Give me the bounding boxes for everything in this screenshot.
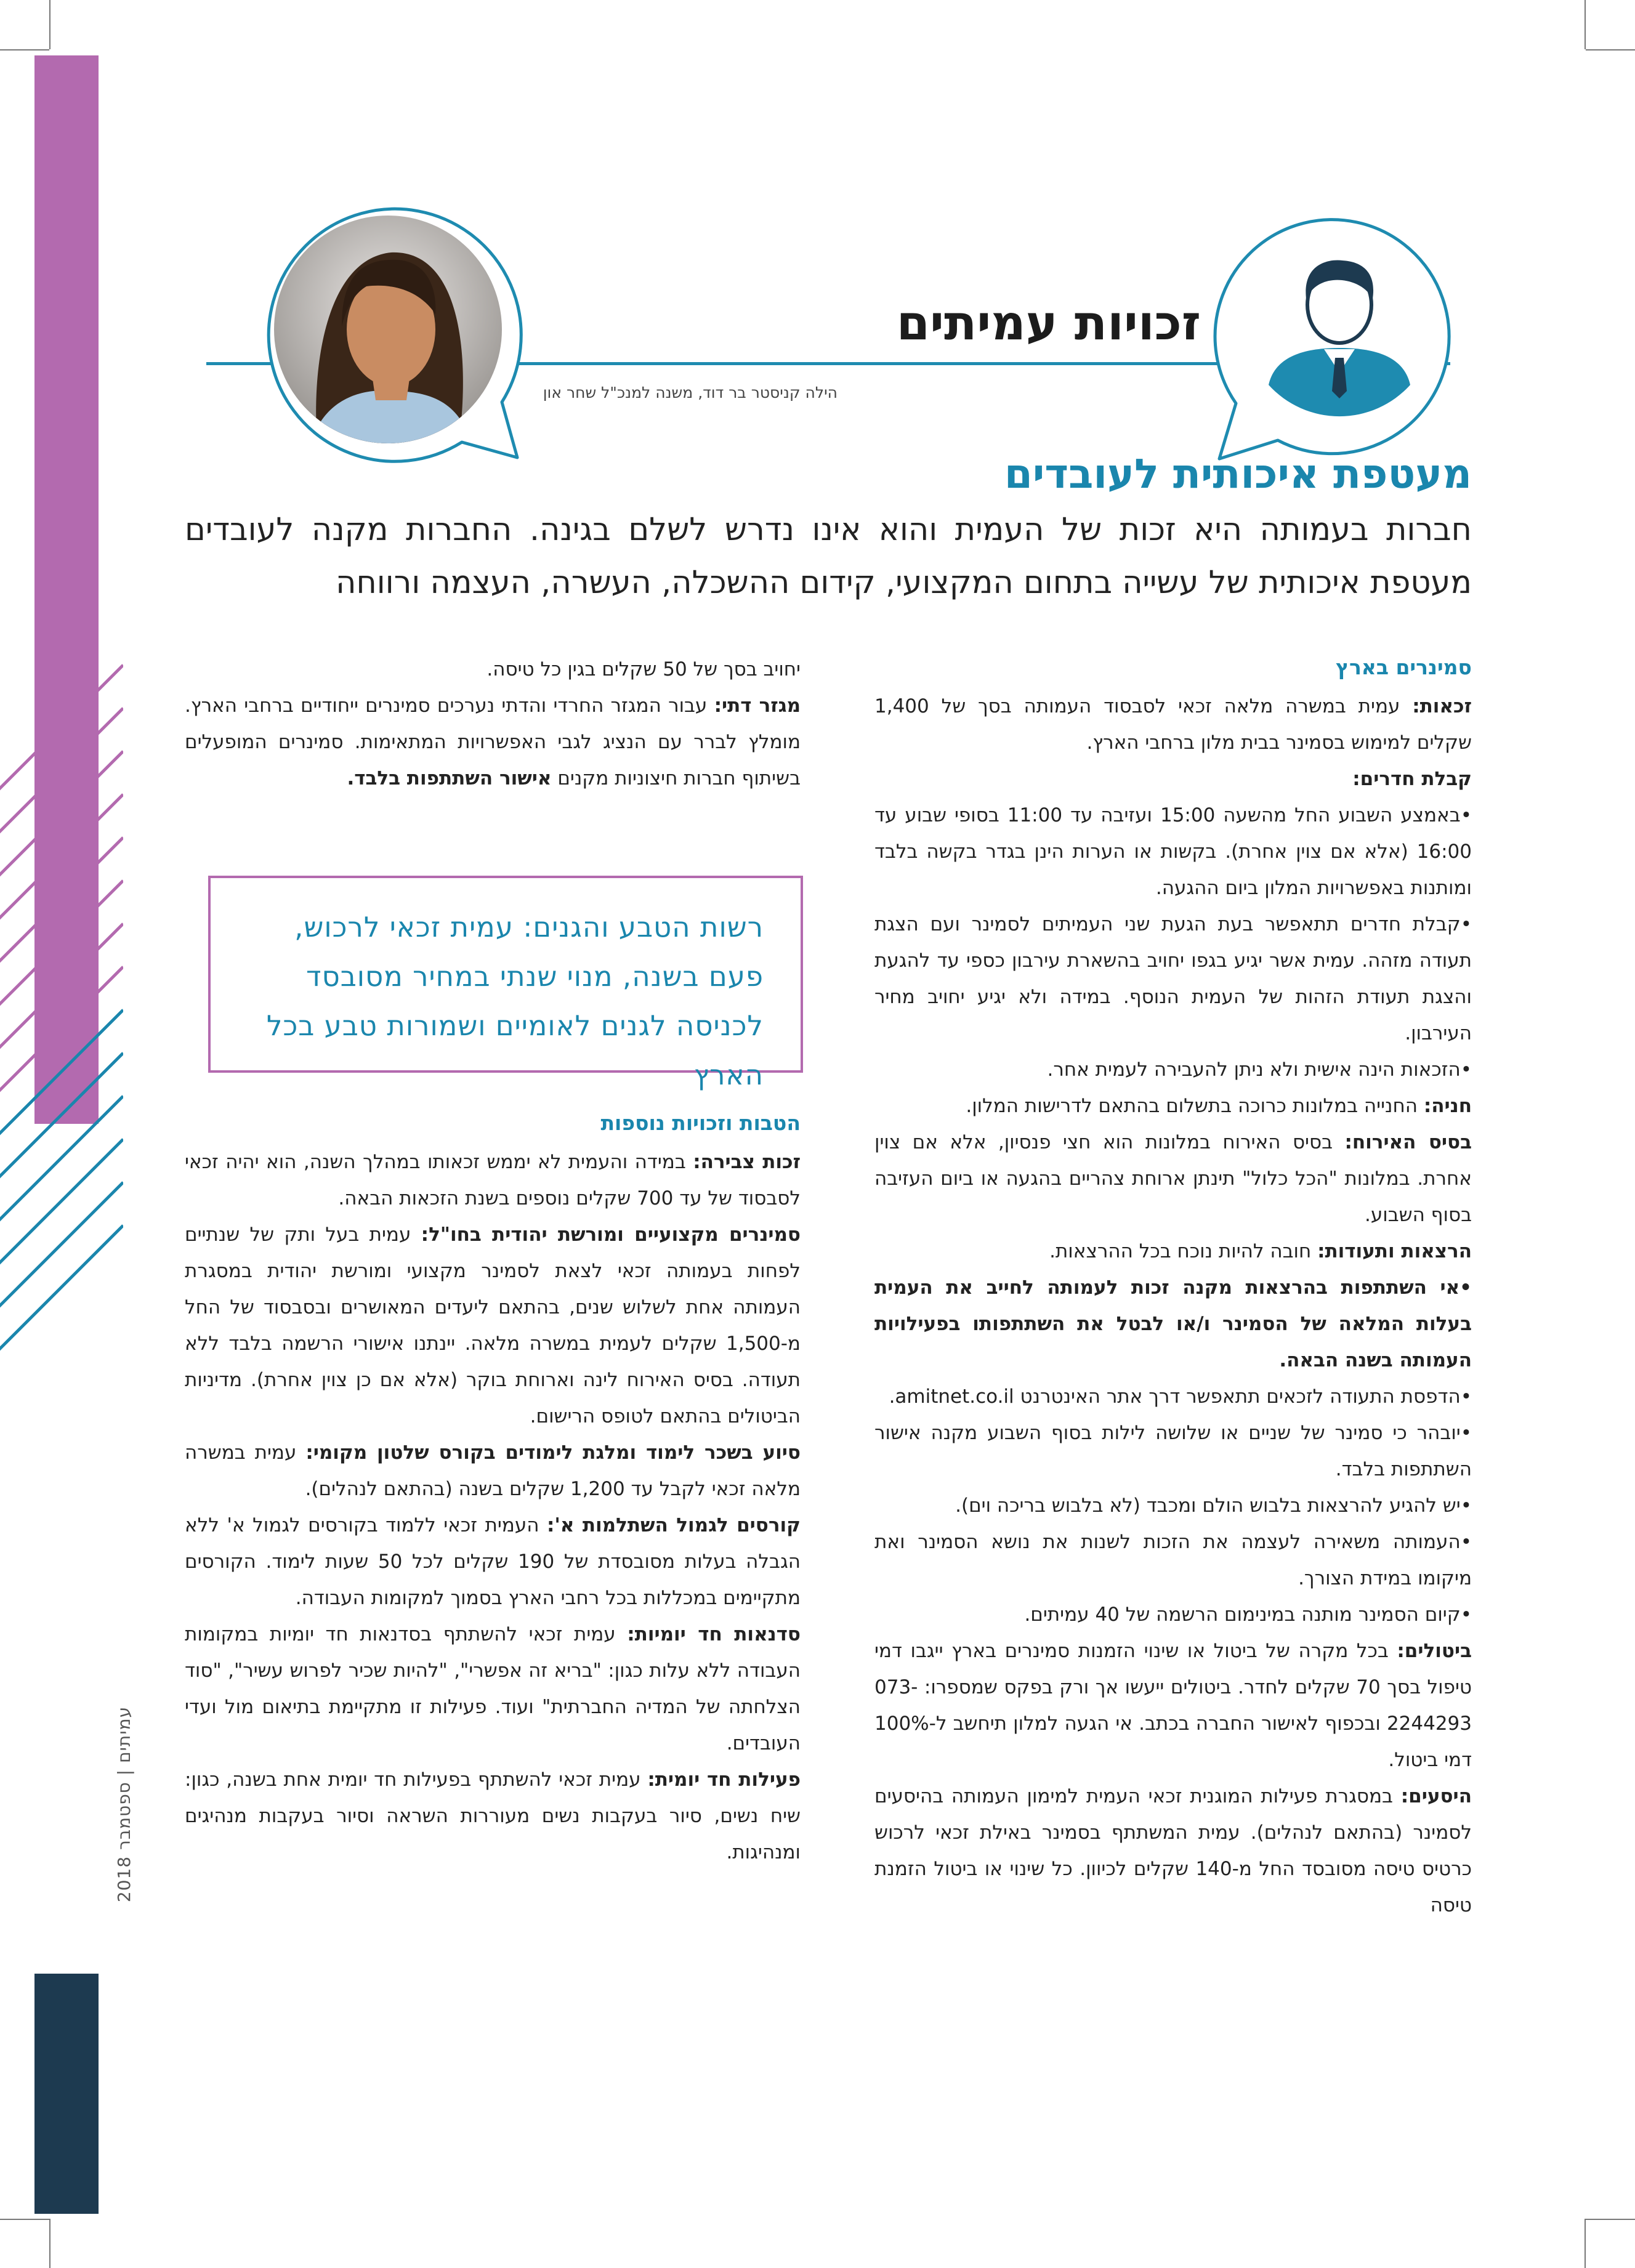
paragraph-label: זכות צבירה: — [693, 1151, 801, 1173]
paragraph — [185, 1507, 801, 1616]
footer-issue — [92, 1675, 137, 1934]
crop-mark — [49, 2219, 50, 2268]
paragraph-text: עמית במשרה מלאה זכאי לקבל עד 1,200 שקלים בשנה (בהתאם לנהלים). — [185, 1442, 801, 1500]
paragraph — [874, 1088, 1472, 1124]
paragraph-text: בכל מקרה של ביטול או שינוי הזמנות סמינרים בארץ ייגבו דמי טיפול בסך 70 שקלים לחדר. ביטולים ייעשו אך ורק בפקס שמספרו: 073-2244293 ובכפוף לאישור החברה בכתב. אי הגעה למלון תיחשב ל-100% דמי ביטול. — [874, 1640, 1472, 1771]
article-column-right — [874, 647, 1472, 1924]
bullet-item: • יובהר כי סמינר של שניים או שלושה לילות בסוף השבוע מקנה אישור השתתפות בלבד. — [874, 1415, 1472, 1488]
bullet-item: • באמצע השבוע החל מהשעה 15:00 ועזיבה עד 11:00 בסופי שבוע עד 16:00 (אלא אם צוין אחרת). בקשות או הערות הינן בגדר בקשה בלבד ומותנות באפשרויות המלון ביום ההגעה. — [874, 797, 1472, 906]
paragraph-label: היסעים: — [1400, 1785, 1472, 1807]
paragraph-text: עמית במשרה מלאה זכאי לסבסוד העמותה בסך של 1,400 שקלים למימוש בסמינר בבית מלון ברחבי הארץ. — [874, 695, 1472, 754]
paragraph — [185, 1217, 801, 1435]
paragraph: יחויב בסך של 50 שקלים בגין כל טיסה. — [486, 658, 801, 680]
decorative-band-navy — [34, 1974, 99, 2214]
paragraph — [874, 1124, 1472, 1233]
crop-mark — [1585, 0, 1586, 49]
paragraph — [874, 1778, 1472, 1924]
paragraph — [874, 688, 1472, 761]
author-credit: הילה קניסטר בר דוד, משנה למנכ"ל שחר און — [543, 384, 838, 402]
speech-bubble-icon — [1210, 206, 1469, 465]
paragraph-bold: אישור השתתפות בלבד. — [347, 767, 552, 789]
article-headline: מעטפת איכותית לעובדים — [1004, 450, 1472, 498]
bullet-item-bold: • אי השתתפות בהרצאות מקנה זכות לעמותה לחייב את העמית בעלות המלאה של הסמינר ו/או לבטל את השתתפותו בפעילויות העמותה בשנה הבאה. — [874, 1270, 1472, 1379]
paragraph-text: עבור המגזר החרדי והדתי נערכים סמינרים ייחודיים ברחבי הארץ. מומלץ לברר עם הנציג לגבי האפשרויות המתאימות. סמינרים המופעלים בשיתוף חברות חיצוניות מקנים — [185, 695, 801, 789]
paragraph-label: מגזר דתי: — [714, 695, 801, 717]
paragraph-text: במידה והעמית לא יממש זכאותו במהלך השנה, הוא יהיה זכאי לסבסוד של עד 700 שקלים נוספים בשנת הזכאות הבאה. — [185, 1151, 801, 1209]
callout-box — [208, 876, 803, 1091]
crop-mark — [49, 0, 50, 49]
bullet-item: • העמותה משאירה לעצמה את הזכות לשנות את נושא הסמינר ואת מיקומו במידת הצורך. — [874, 1524, 1472, 1597]
paragraph-text: במסגרת פעילות המוגנית זכאי העמית למימון העמותה בהיסעים לסמינר (בהתאם לנהלים). עמית המשתתף בסמינר באילת זכאי לרכוש כרטיס טיסה מסובסד החל מ-140 שקלים לכיוון. כל שינוי או ביטול הזמנת טיסה — [874, 1785, 1472, 1916]
paragraph-label: קורסים לגמול השתלמות א': — [546, 1514, 801, 1536]
paragraph-label: סדנאות חד יומיות: — [627, 1623, 801, 1645]
paragraph — [185, 1762, 801, 1871]
paragraph-text: העמית זכאי ללמוד בקורסים לגמול א' ללא הגבלה בעלות מסובסדת של 190 שקלים לכל 50 שעות לימוד. הקורסים מתקיימים במכללות בכל רחבי הארץ בסמוך למקומות העבודה. — [185, 1514, 801, 1609]
crop-mark — [1585, 2219, 1586, 2268]
crop-mark — [0, 2219, 49, 2220]
subheading: הטבות וזכויות נוספות — [600, 1111, 801, 1135]
paragraph-text: בסיס האירוח במלונות הוא חצי פנסיון, אלא אם צוין אחרת. במלונות "הכל כלול" תינתן ארוחת צהריים בהגעה או ביום העזיבה בסוף השבוע. — [874, 1131, 1472, 1226]
article-column-left-top — [185, 652, 801, 797]
decorative-stripes — [0, 622, 123, 1367]
paragraph-label: בסיס האירוח: — [1344, 1131, 1472, 1153]
paragraph — [874, 1633, 1472, 1778]
paragraph-label: קבלת חדרים: — [1352, 768, 1472, 790]
bullet-item: • הדפסת התעודה לזכאים תתאפשר דרך אתר האינטרנט amitnet.co.il. — [874, 1379, 1472, 1415]
paragraph-label: סיוע בשכר לימוד ומלגת לימודים בקורס שלטון מקומי: — [305, 1442, 801, 1464]
article-column-left-bottom — [185, 1102, 801, 1871]
crop-mark — [0, 49, 49, 50]
paragraph-label: זכאות: — [1412, 695, 1472, 717]
paragraph-text: עמית זכאי להשתתף בסדנאות חד יומיות במקומות העבודה ללא עלות כגון: "בריא זה אפשרי", "להיות שכיר לפרוש עשיר", "סוד הצלחתה של המדיה החברתית" ועוד. פעילות זו מתקיימת בתיאום מול ועדי העובדים. — [185, 1623, 801, 1754]
paragraph — [185, 1435, 801, 1507]
paragraph-label: הרצאות ותעודות: — [1317, 1240, 1472, 1262]
crop-mark — [1586, 49, 1635, 50]
paragraph-text: עמית בעל ותק של שנתיים לפחות בעמותה זכאי לצאת לסמינר מקצועי ומורשת יהודית במסגרת העמותה אחת לשלוש שנים, בהתאם ליעדים המאושרים ובסבסוד של החל מ-1,500 שקלים לעמית במשרה מלאה. יינתנו אישורי הרשמה בלבד ללא תעודה. בסיס האירוח לינה וארוחת בוקר (אלא אם כן צוין אחרת). מדיניות הביטולים בהתאם לטופס הרישום. — [185, 1224, 801, 1427]
callout-text: רשות הטבע והגנים: עמית זכאי לרכוש, פעם בשנה, מנוי שנתי במחיר מסובסד לכניסה לגנים לאומיים ושמורות טבע בכל הארץ — [266, 911, 764, 1091]
bullet-item: • יש להגיע להרצאות בלבוש הולם ומכבד (לא בלבוש בריכה וים). — [874, 1488, 1472, 1524]
crop-mark — [1586, 2219, 1635, 2220]
paragraph — [874, 1233, 1472, 1270]
paragraph — [185, 1144, 801, 1217]
paragraph-label: פעילות חד יומית: — [647, 1769, 801, 1791]
paragraph-text: חובה להיות נוכח בכל ההרצאות. — [1049, 1240, 1318, 1262]
paragraph-text: החנייה במלונות כרוכה בתשלום בהתאם לדרישות המלון. — [966, 1095, 1424, 1117]
article-deck: חברות בעמותה היא זכות של העמית והוא אינו נדרש לשלם בגינה. החברות מקנה לעובדים מעטפת איכותית של עשייה בתחום המקצועי, קידום ההשכלה, העשרה, העצמה ורווחה — [185, 512, 1472, 601]
subheading: סמינרים בארץ — [1336, 655, 1472, 679]
paragraph — [185, 1616, 801, 1762]
bullet-item: • קיום הסמינר מותנה במינימום הרשמה של 40 עמיתים. — [874, 1597, 1472, 1633]
paragraph — [185, 688, 801, 797]
paragraph-label: חניה: — [1423, 1095, 1472, 1117]
paragraph-label: ביטולים: — [1397, 1640, 1472, 1662]
footer-issue-text: עמיתים | ספטמבר 2018 — [114, 1706, 134, 1903]
paragraph-label: סמינרים מקצועיים ומורשת יהודית בחו"ל: — [421, 1224, 801, 1246]
author-photo — [274, 216, 502, 443]
bullet-item: • קבלת חדרים תתאפשר בעת הגעת שני העמיתים לסמינר ועם הצגת תעודה מזהה. עמית אשר יגיע בגפו יחויב בהשארת עירבון כספי עד להגעת והצגת תעודת הזהות של העמית הנוסף. במידה ולא יגיע יחויב מחיר העירבון. — [874, 906, 1472, 1052]
section-title: זכויות עמיתים — [896, 296, 1201, 351]
bullet-item: • הזכאות הינה אישית ולא ניתן להעבירה לעמית אחר. — [874, 1052, 1472, 1088]
paragraph-text: עמית זכאי להשתתף בפעילות חד יומית אחת בשנה, כגון: שיח נשים, סיור בעקבות נשים מעוררות השראה וסיור בעקבות מנהיגים ומנהיגות. — [185, 1769, 801, 1863]
